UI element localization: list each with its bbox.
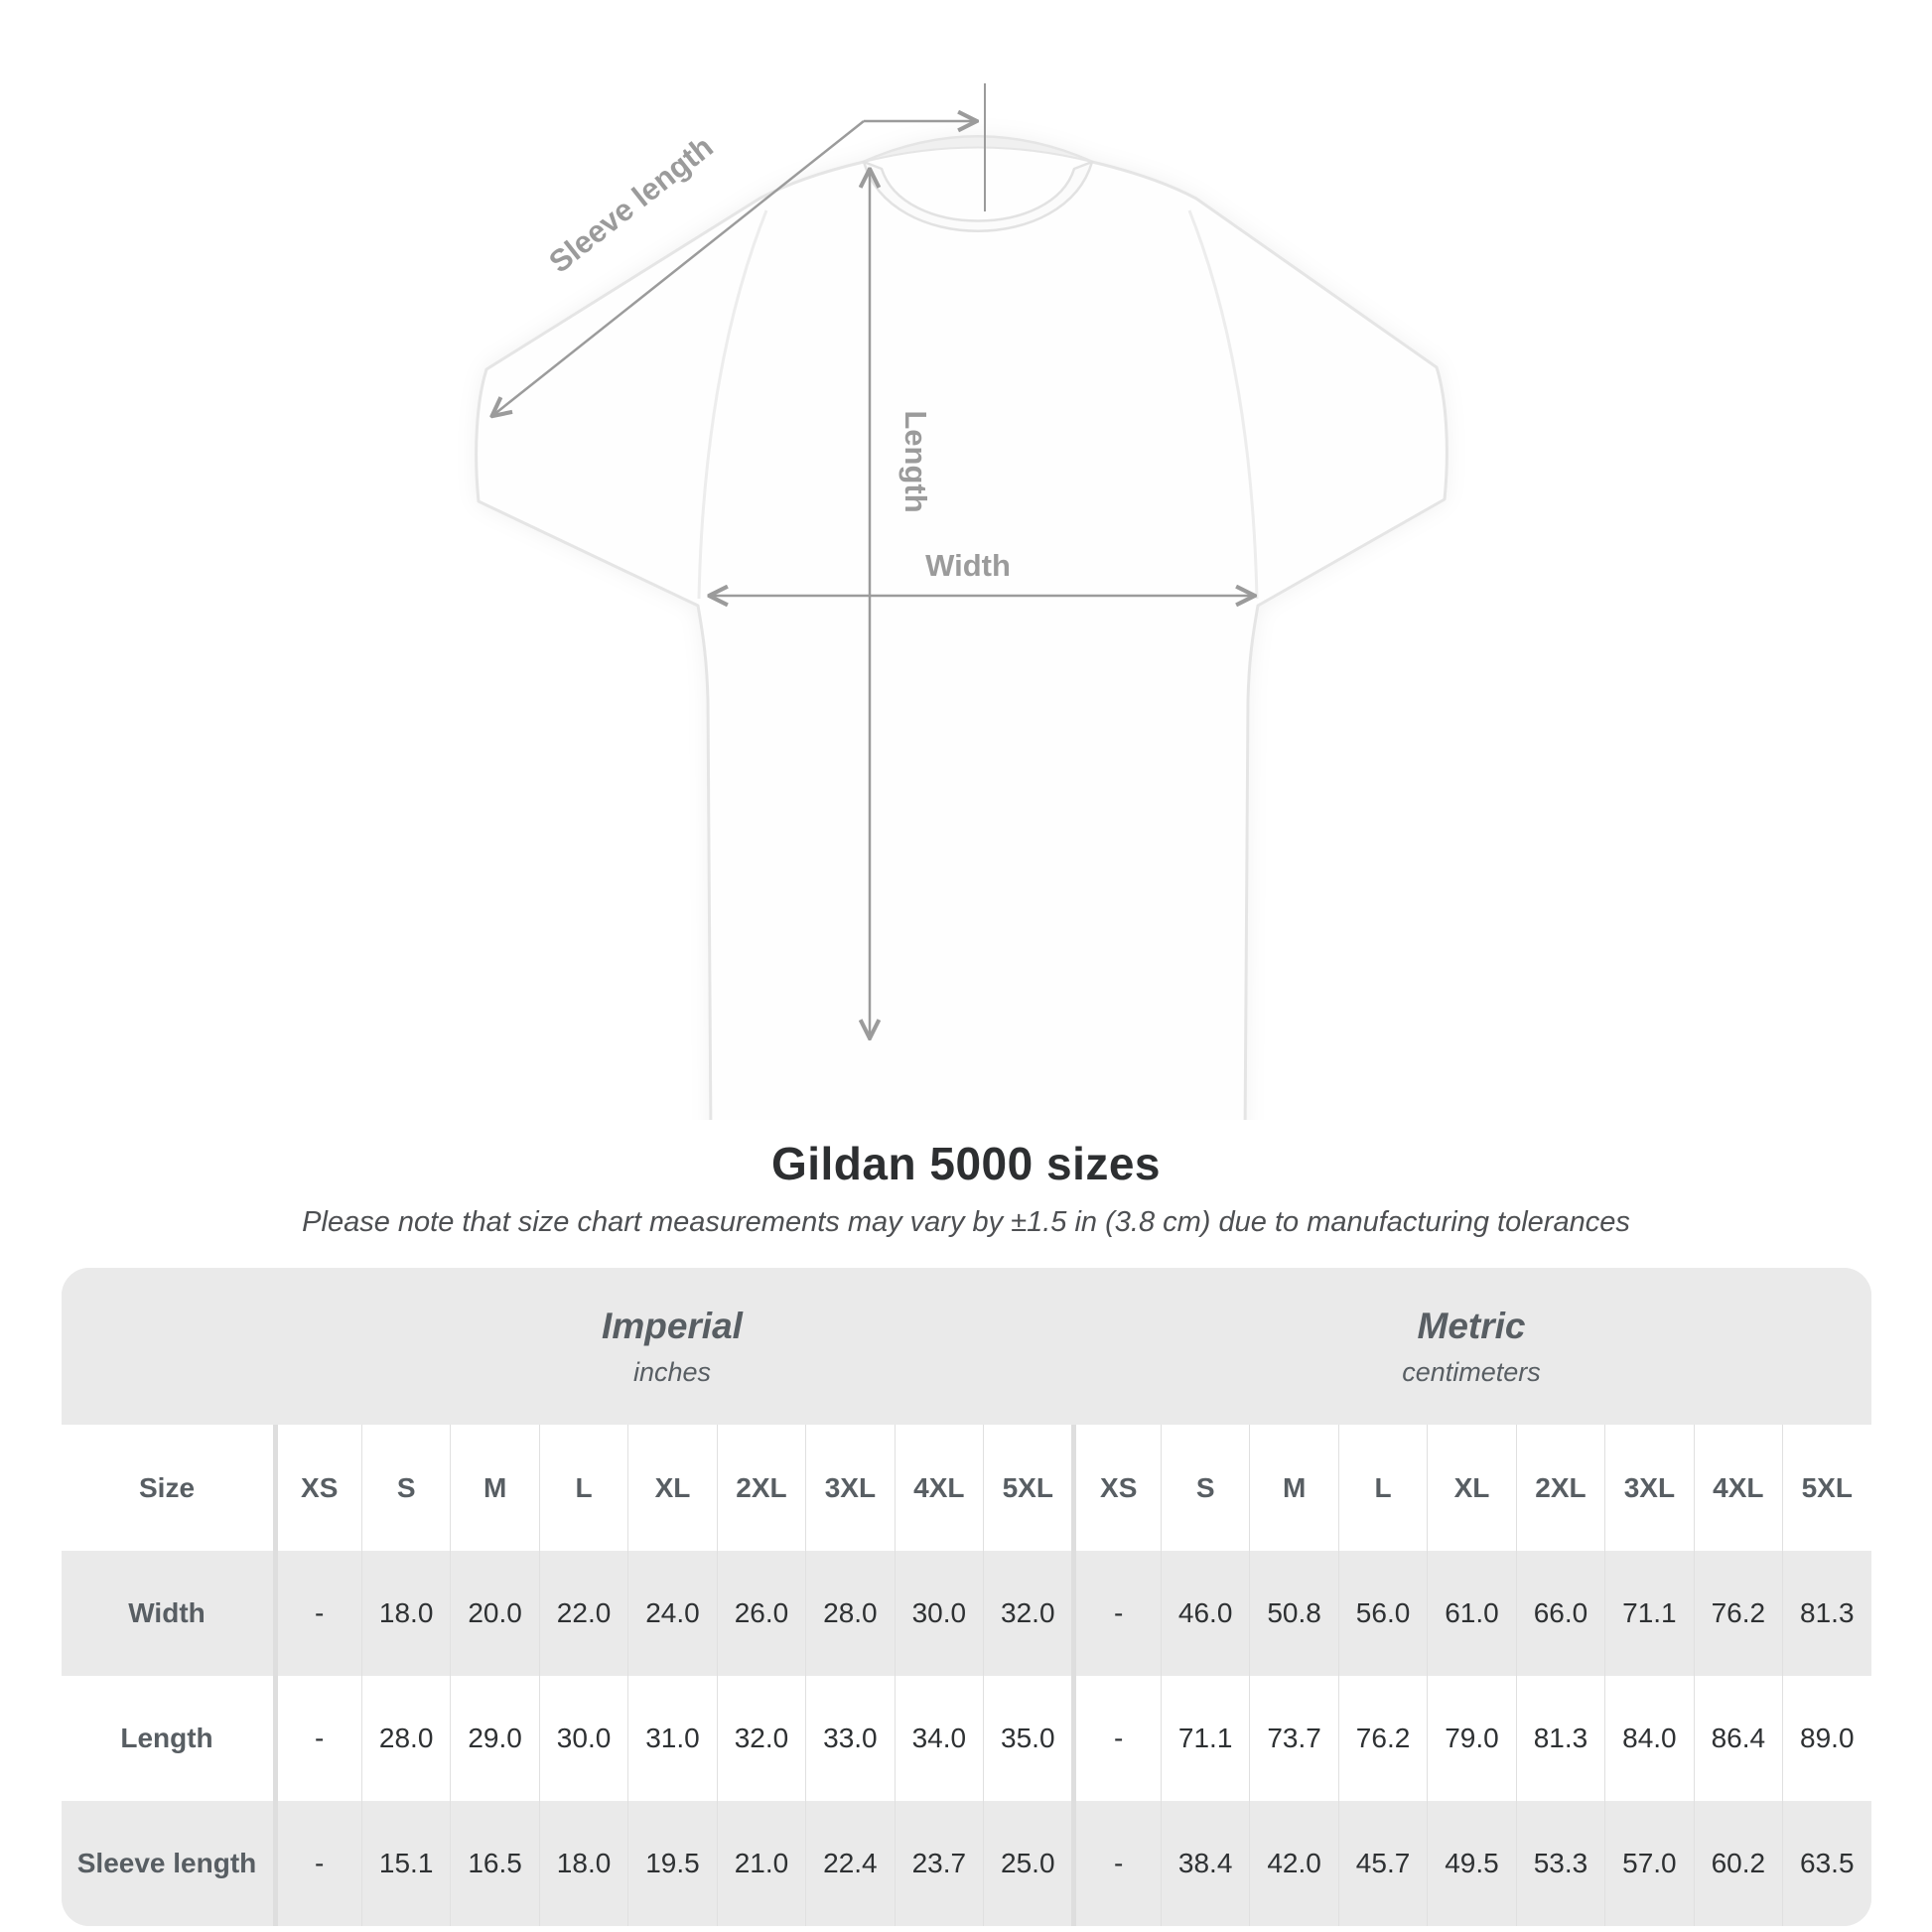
size-header-metric-3xl: 3XL bbox=[1604, 1425, 1693, 1551]
value-cell: 35.0 bbox=[983, 1676, 1071, 1801]
page-title: Gildan 5000 sizes bbox=[770, 1138, 1162, 1189]
value-cell: 31.0 bbox=[627, 1676, 716, 1801]
value-cell: 24.0 bbox=[627, 1551, 716, 1676]
size-header-metric-4xl: 4XL bbox=[1694, 1425, 1782, 1551]
imperial-label: Imperial bbox=[602, 1305, 743, 1346]
value-cell: 89.0 bbox=[1782, 1676, 1870, 1801]
value-cell: 50.8 bbox=[1249, 1551, 1337, 1676]
imperial-header bbox=[273, 1268, 1072, 1425]
value-cell: 73.7 bbox=[1249, 1676, 1337, 1801]
value-cell: 56.0 bbox=[1338, 1551, 1427, 1676]
unit-header-row bbox=[62, 1268, 1871, 1425]
row-label: Sleeve length bbox=[76, 1848, 257, 1879]
value-cell: 23.7 bbox=[895, 1801, 983, 1926]
value-cell: 81.3 bbox=[1782, 1551, 1870, 1676]
value-cell: 42.0 bbox=[1249, 1801, 1337, 1926]
value-cell: 61.0 bbox=[1427, 1551, 1515, 1676]
size-header-imperial-5xl: 5XL bbox=[983, 1425, 1071, 1551]
width-label: Width bbox=[925, 548, 1011, 583]
value-cell: 49.5 bbox=[1427, 1801, 1515, 1926]
value-cell: 57.0 bbox=[1604, 1801, 1693, 1926]
value-cell: 29.0 bbox=[450, 1676, 538, 1801]
length-label: Length bbox=[898, 410, 933, 513]
metric-label: Metric bbox=[1417, 1305, 1526, 1346]
size-header-imperial-xl: XL bbox=[627, 1425, 716, 1551]
size-header-imperial-3xl: 3XL bbox=[805, 1425, 894, 1551]
imperial-sublabel: inches bbox=[632, 1356, 712, 1387]
value-cell: 71.1 bbox=[1161, 1676, 1249, 1801]
sleeve-length-label: Sleeve length bbox=[542, 128, 720, 280]
size-table bbox=[62, 1268, 1871, 1926]
value-cell: 84.0 bbox=[1604, 1676, 1693, 1801]
value-cell: - bbox=[1071, 1551, 1160, 1676]
size-column-header: Size bbox=[138, 1471, 196, 1503]
value-cell: 15.1 bbox=[361, 1801, 450, 1926]
value-cell: 18.0 bbox=[361, 1551, 450, 1676]
size-header-metric-5xl: 5XL bbox=[1782, 1425, 1870, 1551]
value-cell: 86.4 bbox=[1694, 1676, 1782, 1801]
value-cell: - bbox=[273, 1801, 361, 1926]
value-cell: - bbox=[1071, 1676, 1160, 1801]
size-header-metric-s: S bbox=[1161, 1425, 1249, 1551]
value-cell: 30.0 bbox=[895, 1551, 983, 1676]
value-cell: 32.0 bbox=[717, 1676, 805, 1801]
value-cell: 53.3 bbox=[1516, 1801, 1604, 1926]
table-row-width bbox=[62, 1551, 1871, 1676]
metric-sublabel: centimeters bbox=[1402, 1356, 1541, 1387]
value-cell: 60.2 bbox=[1694, 1801, 1782, 1926]
size-header-metric-l: L bbox=[1338, 1425, 1427, 1551]
value-cell: 28.0 bbox=[805, 1551, 894, 1676]
value-cell: 25.0 bbox=[983, 1801, 1071, 1926]
table-row-sleeve-length bbox=[62, 1801, 1871, 1926]
row-label: Length bbox=[120, 1723, 213, 1754]
value-cell: 16.5 bbox=[450, 1801, 538, 1926]
value-cell: 32.0 bbox=[983, 1551, 1071, 1676]
tshirt-shape bbox=[477, 137, 1448, 1121]
value-cell: - bbox=[273, 1676, 361, 1801]
value-cell: 20.0 bbox=[450, 1551, 538, 1676]
value-cell: 76.2 bbox=[1338, 1676, 1427, 1801]
size-header-imperial-2xl: 2XL bbox=[717, 1425, 805, 1551]
shirt-body bbox=[477, 137, 1448, 1121]
size-header-metric-m: M bbox=[1249, 1425, 1337, 1551]
table-row-length bbox=[62, 1676, 1871, 1801]
metric-header bbox=[1072, 1268, 1871, 1425]
size-header-imperial-4xl: 4XL bbox=[895, 1425, 983, 1551]
row-label: Width bbox=[128, 1597, 206, 1629]
table-body bbox=[62, 1551, 1871, 1926]
value-cell: 30.0 bbox=[539, 1676, 627, 1801]
value-cell: 81.3 bbox=[1516, 1676, 1604, 1801]
size-header-imperial-s: S bbox=[361, 1425, 450, 1551]
value-cell: 21.0 bbox=[717, 1801, 805, 1926]
value-cell: 63.5 bbox=[1782, 1801, 1870, 1926]
value-cell: 18.0 bbox=[539, 1801, 627, 1926]
value-cell: 66.0 bbox=[1516, 1551, 1604, 1676]
value-cell: 38.4 bbox=[1161, 1801, 1249, 1926]
size-header-metric-2xl: 2XL bbox=[1516, 1425, 1604, 1551]
value-cell: 28.0 bbox=[361, 1676, 450, 1801]
tolerance-note: Please note that size chart measurements may vary by ±1.5 in (3.8 cm) due to manufacturing tolerances bbox=[302, 1205, 1630, 1238]
value-cell: 26.0 bbox=[717, 1551, 805, 1676]
value-cell: 22.0 bbox=[539, 1551, 627, 1676]
value-cell: 33.0 bbox=[805, 1676, 894, 1801]
value-cell: - bbox=[273, 1551, 361, 1676]
size-header-metric-xs: XS bbox=[1071, 1425, 1160, 1551]
size-header-row bbox=[62, 1425, 1871, 1551]
value-cell: 76.2 bbox=[1694, 1551, 1782, 1676]
size-header-metric-xl: XL bbox=[1427, 1425, 1515, 1551]
value-cell: - bbox=[1071, 1801, 1160, 1926]
unit-header-spacer bbox=[62, 1268, 273, 1425]
size-header-imperial-m: M bbox=[450, 1425, 538, 1551]
value-cell: 34.0 bbox=[895, 1676, 983, 1801]
value-cell: 45.7 bbox=[1338, 1801, 1427, 1926]
size-header-imperial-l: L bbox=[539, 1425, 627, 1551]
value-cell: 22.4 bbox=[805, 1801, 894, 1926]
value-cell: 71.1 bbox=[1604, 1551, 1693, 1676]
value-cell: 46.0 bbox=[1161, 1551, 1249, 1676]
value-cell: 79.0 bbox=[1427, 1676, 1515, 1801]
size-header-imperial-xs: XS bbox=[273, 1425, 361, 1551]
value-cell: 19.5 bbox=[627, 1801, 716, 1926]
